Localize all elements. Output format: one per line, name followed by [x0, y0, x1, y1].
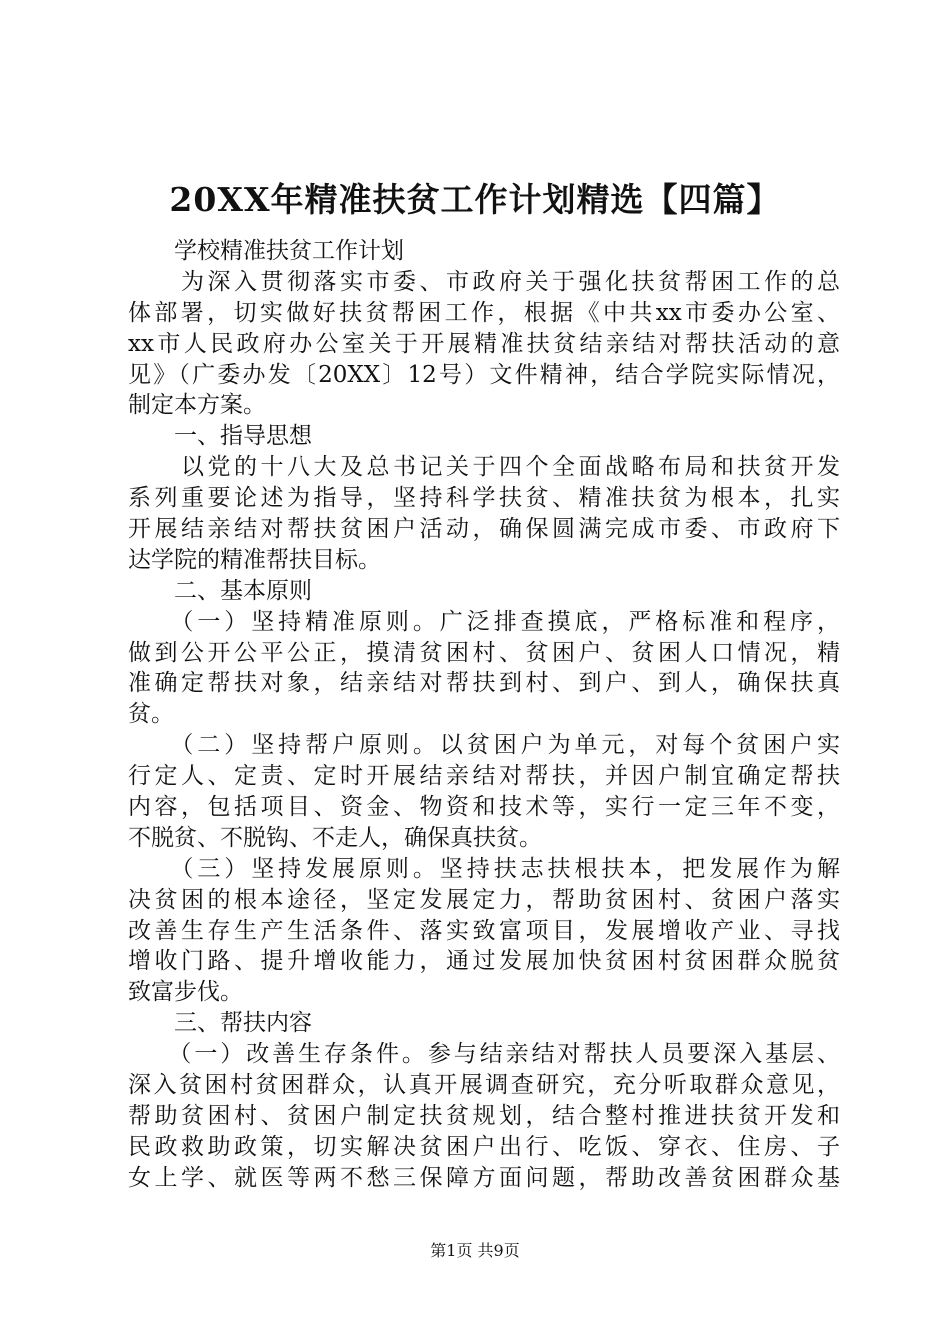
text-line: 学校精准扶贫工作计划 [128, 238, 404, 264]
text-line: 开展结亲结对帮扶贫困户活动，确保圆满完成市委、市政府下 [128, 516, 840, 543]
text-line: 帮助贫困村、贫困户制定扶贫规划，结合整村推进扶贫开发和 [128, 1102, 840, 1129]
text-line: 行定人、定责、定时开展结亲结对帮扶，并因户制宜确定帮扶 [128, 763, 840, 790]
text-line: 二、基本原则 [128, 577, 312, 604]
text-line: 致富步伐。 [128, 979, 243, 1006]
text-line: 一、指导思想 [128, 423, 312, 450]
text-line: 系列重要论述为指导，坚持科学扶贫、精准扶贫为根本，扎实 [128, 485, 840, 512]
text-line: 内容，包括项目、资金、物资和技术等，实行一定三年不变， [128, 794, 840, 821]
text-line: （二）坚持帮户原则。以贫困户为单元，对每个贫困户实 [128, 732, 840, 759]
text-line: 贫。 [128, 701, 174, 728]
text-line: （一）改善生存条件。参与结亲结对帮扶人员要深入基层、 [128, 1041, 840, 1068]
text-line: 不脱贫、不脱钩、不走人，确保真扶贫。 [128, 824, 542, 851]
text-line: 改善生存生产生活条件、落实致富项目，发展增收产业、寻找 [128, 917, 840, 944]
text-line: 深入贫困村贫困群众，认真开展调查研究，充分听取群众意见， [128, 1072, 840, 1099]
document-title: 20XX年精准扶贫工作计划精选【四篇】 [169, 180, 781, 219]
text-line: 增收门路、提升增收能力，通过发展加快贫困村贫困群众脱贫 [128, 948, 840, 975]
text-line: 以党的十八大及总书记关于四个全面战略布局和扶贫开发 [128, 454, 840, 481]
text-line: 准确定帮扶对象，结亲结对帮扶到村、到户、到人，确保扶真 [128, 670, 840, 697]
page-number: 第1页 共9页 [430, 1241, 520, 1260]
text-line: （三）坚持发展原则。坚持扶志扶根扶本，把发展作为解 [128, 855, 840, 882]
text-line: 为深入贯彻落实市委、市政府关于强化扶贫帮困工作的总 [128, 268, 840, 295]
text-line: 制定本方案。 [128, 392, 266, 419]
text-line: xx市人民政府办公室关于开展精准扶贫结亲结对帮扶活动的意 [128, 330, 840, 357]
text-line: 三、帮扶内容 [128, 1010, 312, 1037]
text-line: 见》（广委办发〔20XX〕12号）文件精神，结合学院实际情况， [128, 361, 840, 388]
text-line: 民政救助政策，切实解决贫困户出行、吃饭、穿衣、住房、子 [128, 1133, 840, 1160]
text-line: 做到公开公平公正，摸清贫困村、贫困户、贫困人口情况，精 [128, 639, 840, 666]
document-body [128, 236, 840, 1194]
text-line: 女上学、就医等两不愁三保障方面问题，帮助改善贫困群众基 [128, 1164, 840, 1191]
text-line: 体部署，切实做好扶贫帮困工作，根据《中共xx市委办公室、 [128, 299, 840, 326]
text-line: 达学院的精准帮扶目标。 [128, 546, 381, 573]
text-line: 决贫困的根本途径，坚定发展定力，帮助贫困村、贫困户落实 [128, 886, 840, 913]
text-line: （一）坚持精准原则。广泛排查摸底，严格标准和程序， [128, 608, 840, 635]
